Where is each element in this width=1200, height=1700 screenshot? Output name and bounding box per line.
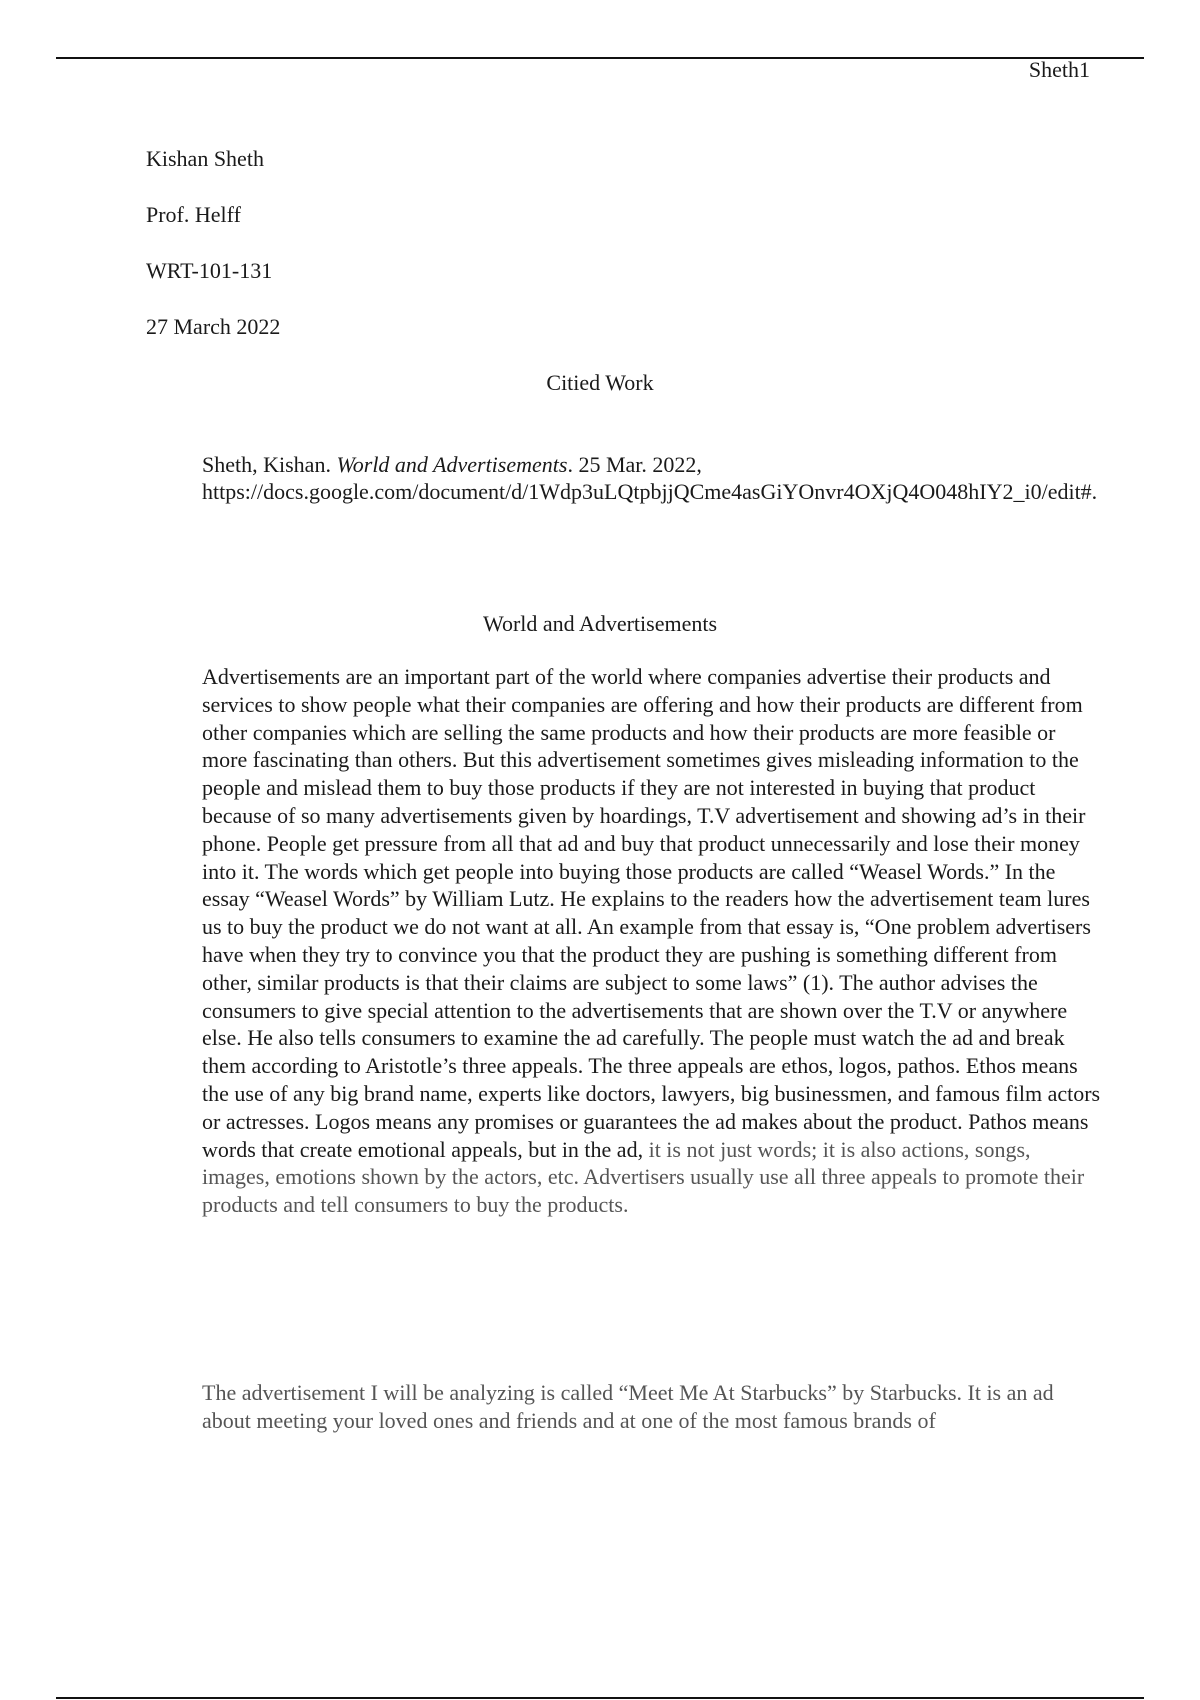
mla-heading xyxy=(146,146,280,370)
citation-author: Sheth, Kishan. xyxy=(202,452,331,477)
essay-paragraph-2: The advertisement I will be analyzing is called “Meet Me At Starbucks” by Starbucks. It is an ad about meeting your loved ones and friends and at one of the most famous brands of xyxy=(202,1380,1054,1433)
cited-work-title: Citied Work xyxy=(546,370,654,395)
student-name: Kishan Sheth xyxy=(146,146,264,171)
professor-name: Prof. Helff xyxy=(146,202,241,227)
citation-entry xyxy=(202,451,1102,505)
submission-date: 27 March 2022 xyxy=(146,314,281,339)
citation-url: https://docs.google.com/document/d/1Wdp3uLQtpbjjQCme4asGiYOnvr4OXjQ4O048hIY2_i0/edit#. xyxy=(202,479,1098,504)
citation-work-title: World and Advertisements xyxy=(336,452,568,477)
essay-title: World and Advertisements xyxy=(482,611,718,636)
page-number-header: Sheth1 xyxy=(1028,57,1090,82)
course-code: WRT-101-131 xyxy=(146,258,273,283)
citation-date: . 25 Mar. 2022, xyxy=(567,452,702,477)
paragraph-1-text: Advertisements are an important part of the world where companies advertise their products and services to show people what their companies are offering and how their products are different from other companies which are selling the same products and how their products are more feasible or more fascinating than others. But this advertisement sometimes gives misleading information to the people and mislead them to buy those products if they are not interested in buying that product because of so many advertisements given by hoardings, T.V advertisement and showing ad’s in their phone. People get pressure from all that ad and buy that product unnecessarily and lose their money into it. The words which get people into buying those products are called “Weasel Words.” In the essay “Weasel Words” by William Lutz. He explains to the readers how the advertisement team lures us to buy the product we do not want at all. An example from that essay is, “One problem advertisers have when they try to convince you that the product they are pushing is something different from other, similar products is that their claims are subject to some laws” (1). The author advises the consumers to give special attention to the advertisements that are shown over the T.V or anywhere else. He also tells consumers to examine the ad carefully. The people must watch the ad and break them according to Aristotle’s three appeals. The three appeals are ethos, logos, pathos. Ethos means the use of any big brand name, experts like doctors, lawyers, big businessmen, and famous film actors or actresses. Logos means any promises or guarantees the ad makes about the product. Pathos means words that create emotional appeals, but in the ad, xyxy=(202,664,1101,1162)
essay-paragraph-1 xyxy=(202,663,1102,1219)
header-rule xyxy=(56,57,1144,59)
footer-rule xyxy=(56,1697,1144,1699)
paragraph-1-faded-text: it is not just words; it is also actions, songs, images, emotions shown by the actors, etc. Advertisers usually use all three appeals to promote their products and tell consumers to buy the products. xyxy=(202,1136,1085,1218)
